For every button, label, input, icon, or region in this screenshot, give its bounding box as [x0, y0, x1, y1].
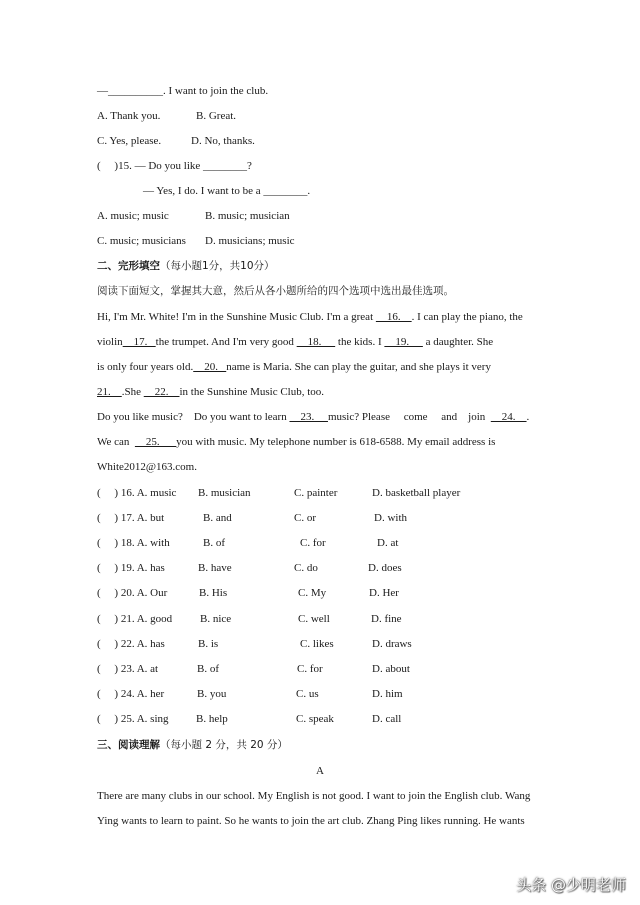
cloze-option-c-16: C. painter — [294, 487, 338, 499]
blank-18: 18. — [296, 336, 336, 348]
passage-line-5: Do you like music? Do you want to learn 23. music? Please come and join 24. . — [97, 411, 530, 423]
cloze-option-c-19: C. do — [294, 562, 318, 575]
blank-24: 24. — [490, 411, 527, 423]
cloze-option-b-18: B. of — [203, 537, 225, 550]
cloze-question-23: ( ) 23. A. at — [97, 662, 159, 675]
q15-option-a: A. music; music — [97, 210, 169, 222]
cloze-option-d-23: D. about — [372, 662, 410, 675]
cloze-option-b-25: B. help — [196, 712, 228, 725]
reading-part-label: A — [316, 765, 324, 777]
cloze-question-24: ( ) 24. A. her — [97, 687, 165, 700]
cloze-option-d-21: D. fine — [371, 612, 402, 625]
blank-22: 22. — [143, 386, 180, 398]
reading-line-2: Ying wants to learn to paint. So he wants to join the art club. Zhang Ping likes running. He wants — [97, 815, 525, 827]
cloze-option-c-18: C. for — [300, 537, 326, 550]
passage-line-2: violin 17. the trumpet. And I'm very good 18. the kids. I 19. a daughter. She — [97, 336, 494, 348]
cloze-option-b-24: B. you — [197, 687, 227, 700]
q15-option-b: B. music; musician — [205, 210, 290, 222]
cloze-option-b-17: B. and — [203, 512, 232, 525]
cloze-option-b-23: B. of — [197, 662, 219, 675]
cloze-option-d-18: D. at — [377, 537, 399, 550]
cloze-option-c-17: C. or — [294, 512, 316, 525]
cloze-option-d-19: D. does — [368, 562, 402, 575]
cloze-option-c-20: C. My — [298, 587, 327, 600]
section2-instruction: 阅读下面短文，掌握其大意，然后从各小题所给的四个选项中选出最佳选项。 — [97, 285, 454, 297]
blank-20: 20. — [193, 361, 227, 373]
cloze-option-d-20: D. Her — [369, 587, 399, 600]
cloze-question-16: ( ) 16. A. music — [97, 487, 177, 499]
q14-option-c: C. Yes, please. — [97, 135, 162, 147]
cloze-question-21: ( ) 21. A. good — [97, 612, 173, 625]
cloze-option-d-22: D. draws — [372, 637, 412, 650]
blank-25: 25. — [134, 436, 177, 448]
cloze-option-b-21: B. nice — [200, 612, 232, 625]
cloze-question-18: ( ) 18. A. with — [97, 537, 170, 550]
cloze-option-c-23: C. for — [297, 662, 323, 675]
cloze-option-b-16: B. musician — [198, 487, 251, 499]
watermark: 头条 @少明老师 — [516, 876, 626, 894]
passage-line-6: We can 25. you with music. My telephone number is 618-6588. My email address is — [97, 436, 496, 448]
cloze-option-b-22: B. is — [198, 637, 219, 650]
q14-blank: __________ — [108, 85, 163, 97]
cloze-question-25: ( ) 25. A. sing — [97, 712, 169, 725]
q14-option-b: B. Great. — [196, 110, 237, 122]
cloze-option-c-21: C. well — [298, 612, 330, 625]
cloze-option-d-24: D. him — [372, 687, 403, 700]
cloze-option-c-22: C. likes — [300, 637, 334, 650]
q15-option-c: C. music; musicians — [97, 235, 186, 247]
cloze-option-d-25: D. call — [372, 712, 402, 725]
cloze-option-b-20: B. His — [199, 587, 228, 600]
passage-line-4: 21. .She 22. in the Sunshine Music Club, too. — [97, 386, 325, 398]
passage-line-3: is only four years old. 20. name is Maria. She can play the guitar, and she plays it very — [97, 361, 491, 373]
q15-stem: ( )15. — Do you like ________? — [97, 160, 252, 172]
q14-option-a: A. Thank you. — [97, 110, 161, 122]
cloze-option-c-24: C. us — [296, 687, 319, 700]
cloze-option-b-19: B. have — [198, 562, 232, 575]
section2-heading: 二、完形填空（每小题1分，共10分） — [97, 260, 275, 272]
cloze-question-19: ( ) 19. A. has — [97, 562, 165, 575]
section3-heading: 三、阅读理解（每小题 2 分，共 20 分） — [97, 739, 288, 751]
passage-line-1: Hi, I'm Mr. White! I'm in the Sunshine Music Club. I'm a great 16. . I can play the piano, the — [97, 311, 523, 323]
passage-line-7: White2012@163.com. — [97, 461, 197, 473]
cloze-option-d-16: D. basketball player — [372, 487, 461, 499]
cloze-option-d-17: D. with — [374, 512, 407, 525]
blank-21: 21. — [97, 386, 122, 398]
cloze-option-c-25: C. speak — [296, 712, 334, 725]
q15-option-d: D. musicians; music — [205, 235, 295, 247]
cloze-question-20: ( ) 20. A. Our — [97, 587, 168, 600]
blank-16: 16. — [375, 311, 412, 323]
blank-23: 23. — [289, 411, 328, 423]
q14-stem: —__________. I want to join the club. — [97, 85, 269, 97]
reading-line-1: There are many clubs in our school. My English is not good. I want to join the English club. Wang — [97, 790, 531, 802]
q14-option-d: D. No, thanks. — [191, 135, 255, 147]
blank-17: 17. — [122, 336, 156, 348]
cloze-question-22: ( ) 22. A. has — [97, 637, 165, 650]
cloze-question-17: ( ) 17. A. but — [97, 512, 165, 525]
q15-answer: — Yes, I do. I want to be a ________. — [143, 185, 311, 197]
blank-19: 19. — [384, 336, 423, 348]
